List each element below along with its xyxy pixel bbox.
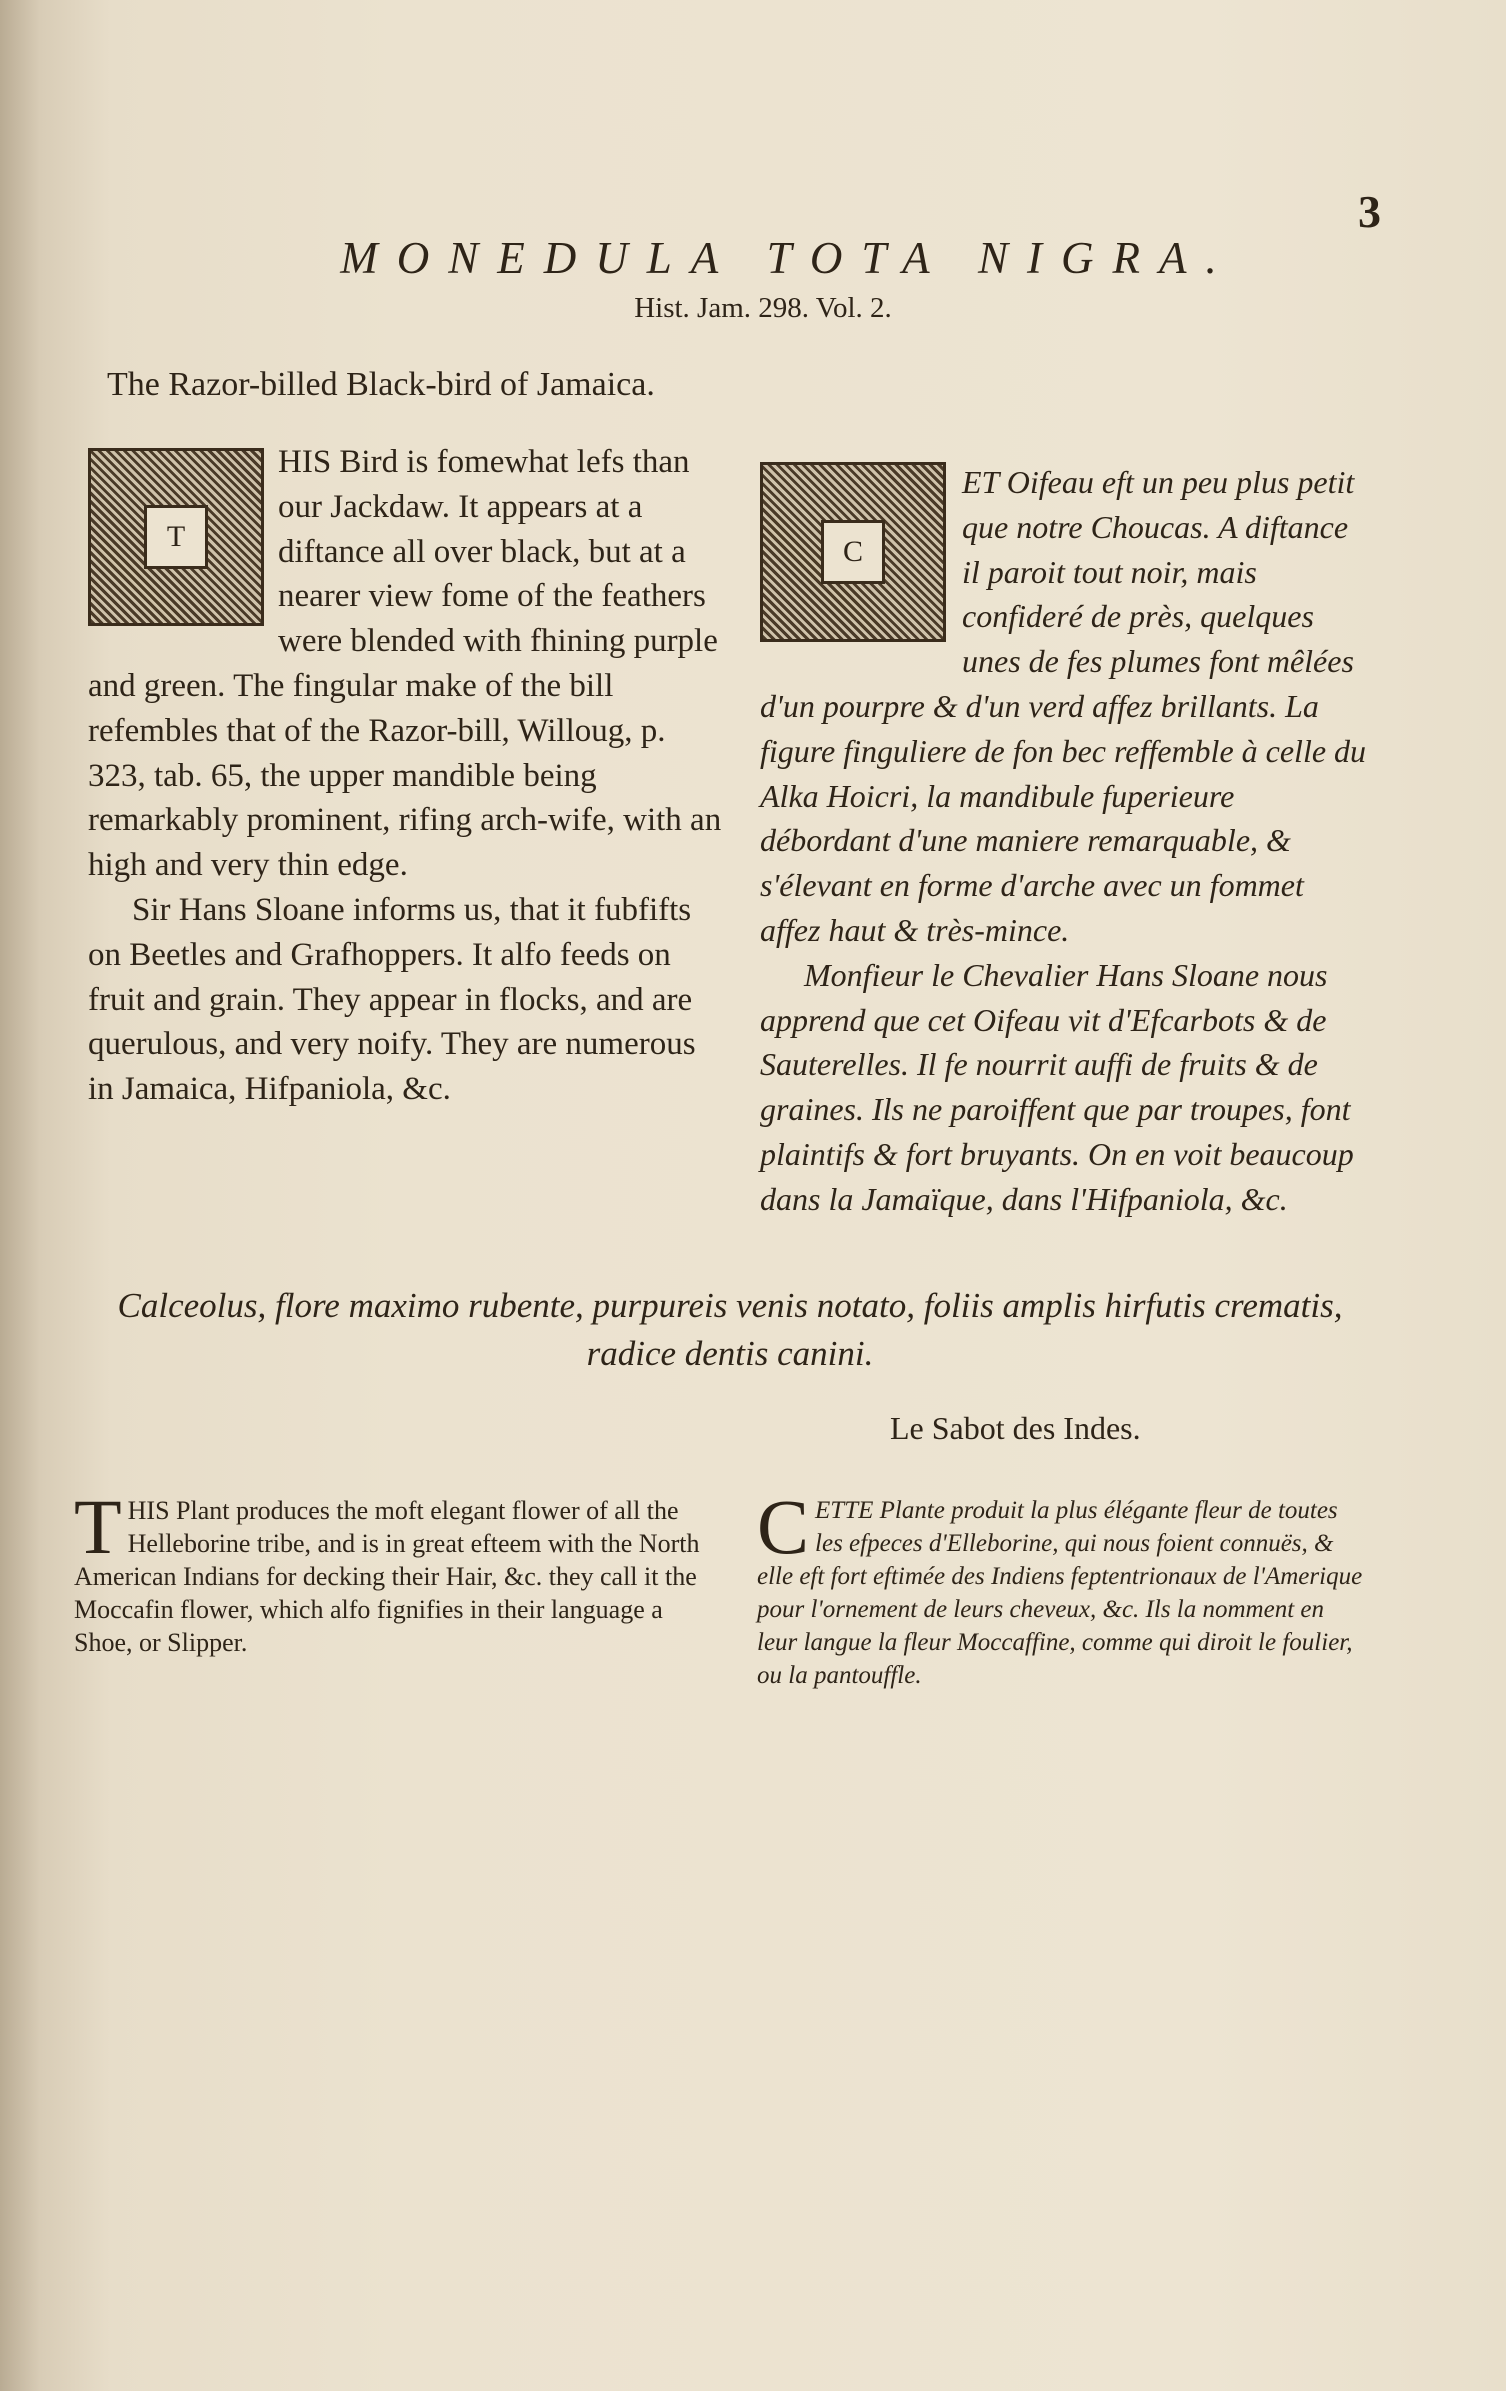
bird-french-paragraph-2: Monfieur le Chevalier Hans Sloane nous apprend que cet Oifeau vit d'Efcarbots & de Sauterelles. Il fe nourrit auffi de fruits & de graines. Ils ne paroiffent que par troupes, font plaintifs & fort bruyants. On en voit beaucoup dans la Jamaïque, dans l'Hifpaniola, &c. <box>760 956 1354 1217</box>
plant-english-column <box>74 1483 722 1659</box>
bird-subheading: The Razor-billed Black-bird of Jamaica. <box>107 366 655 403</box>
ornamental-initial-letter: T <box>144 505 208 569</box>
bird-english-paragraph-2: Sir Hans Sloane informs us, that it fubfifts on Beetles and Grafhoppers. It alfo feeds on fruit and grain. They appear in flocks, and are querulous, and very noify. They are numerous in Jamaica, Hifpaniola, &c. <box>88 891 696 1108</box>
page-title: MONEDULA TOTA NIGRA. <box>340 233 1236 283</box>
plant-title <box>80 1282 1380 1378</box>
plant-french-paragraph: ETTE Plante produit la plus élégante fleur de toutes les efpeces d'Elleborine, qui nous foient connuës, & elle eft fort eftimée des Indiens feptentrionaux de l'Amerique pour l'ornement de leurs cheveux, &c. Ils la nomment en leur langue la fleur Moccaffine, comme qui diroit le foulier, ou la pantouffle. <box>757 1497 1363 1689</box>
bird-french-column <box>760 460 1370 1222</box>
ornamental-initial-letter: C <box>821 520 885 584</box>
ornamental-initial-t <box>88 448 264 626</box>
plant-title-line-1: Calceolus, flore maximo rubente, purpureis venis notato, foliis amplis hirfutis crematis, <box>117 1286 1343 1325</box>
initial-letter: C <box>757 1483 810 1570</box>
plant-french-name: Le Sabot des Indes. <box>890 1410 1141 1446</box>
bird-english-paragraph-1: HIS Bird is fomewhat lefs than our Jackdaw. It appears at a diftance all over black, but at a nearer view fome of the feathers were blended with fhining purple and green. The fingular make of the bill refembles that of the Razor-bill, Willoug, p. 323, tab. 65, the upper mandible being remarkably prominent, rifing arch-wife, with an high and very thin edge. <box>88 444 722 884</box>
bird-french-paragraph-1: ET Oifeau eft un peu plus petit que notre Choucas. A diftance il paroit tout noir, mais confideré de près, quelques unes de fes plumes font mêlées d'un pourpre & d'un verd affez brillants. La figure finguliere de fon bec reffemble à celle du Alka Hoicri, la mandibule fuperieure débordant d'une maniere remarquable, & s'élevant en forme d'arche avec un fommet affez haut & très-mince. <box>760 464 1367 948</box>
source-reference: Hist. Jam. 298. Vol. 2. <box>634 292 892 324</box>
plant-english-paragraph: HIS Plant produces the moft elegant flower of all the Helleborine tribe, and is in great efteem with the North American Indians for decking their Hair, &c. they call it the Moccafin flower, which alfo fignifies in their language a Shoe, or Slipper. <box>74 1496 700 1657</box>
ornamental-initial-c <box>760 462 946 642</box>
page-number: 3 <box>1358 186 1381 237</box>
plant-french-column <box>757 1483 1363 1692</box>
bird-english-column <box>88 440 728 1112</box>
initial-letter: T <box>74 1483 122 1570</box>
plant-title-line-2: radice dentis canini. <box>586 1334 874 1373</box>
